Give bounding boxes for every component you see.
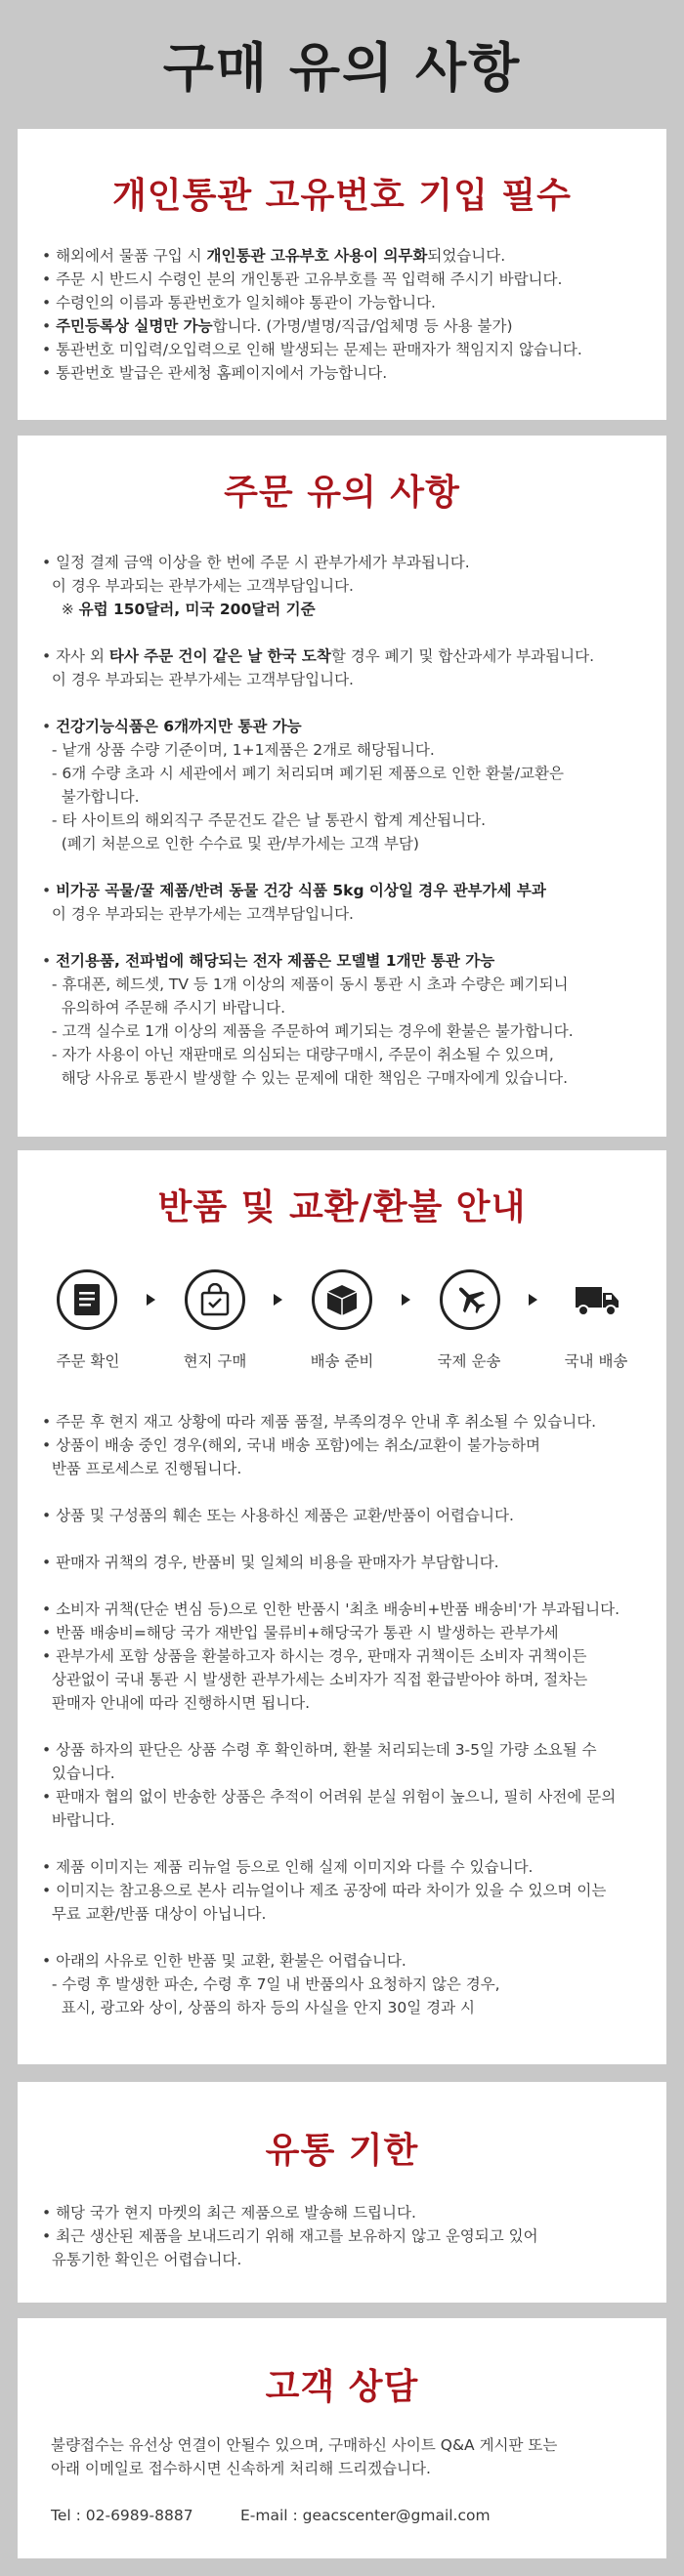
customs-section xyxy=(18,129,666,420)
list-line xyxy=(42,598,647,621)
step-label: 국제 운송 xyxy=(437,1352,501,1370)
line-text: 이 경우 부과되는 관부가세는 고객부담입니다. xyxy=(42,905,354,923)
list-line xyxy=(42,361,647,385)
list-line xyxy=(42,1551,647,1574)
list-line xyxy=(42,1785,647,1808)
step-local-purchase xyxy=(185,1269,245,1330)
list-line xyxy=(42,1973,647,1996)
line-text: - 자가 사용이 아닌 재판매로 의심되는 대량구매시, 주문이 취소될 수 있으며, xyxy=(42,1046,554,1063)
list-line xyxy=(42,1410,647,1433)
list-line xyxy=(42,949,647,973)
list-line xyxy=(51,2457,647,2480)
list-line xyxy=(42,1019,647,1043)
returns-list xyxy=(42,1410,647,2019)
list-line xyxy=(42,1691,647,1715)
list-line xyxy=(42,1433,647,1457)
step-label: 배송 준비 xyxy=(310,1352,374,1370)
line-text: • 판매자 귀책의 경우, 반품비 및 일체의 비용을 판매자가 부담합니다. xyxy=(42,1554,499,1571)
list-line xyxy=(42,996,647,1019)
list-line xyxy=(42,2201,647,2224)
line-text: 유통기한 확인은 어렵습니다. xyxy=(42,2251,242,2268)
process-steps xyxy=(57,1266,627,1334)
line-text: • 상품 및 구성품의 훼손 또는 사용하신 제품은 교환/반품이 어렵습니다. xyxy=(42,1507,514,1524)
list-line xyxy=(42,1855,647,1879)
process-step-labels xyxy=(37,1350,647,1373)
arrow-right-icon xyxy=(147,1294,155,1306)
list-line xyxy=(42,879,647,902)
line-emphasis: 비가공 곡물/꿀 제품/반려 동물 건강 식품 5kg 이상일 경우 관부가세 부과 xyxy=(56,882,546,899)
list-line xyxy=(42,1457,647,1480)
line-text: • 통관번호 발급은 관세청 홈페이지에서 가능합니다. xyxy=(42,364,388,382)
step-order-confirm xyxy=(57,1269,117,1330)
list-line xyxy=(42,1832,647,1855)
line-text: • 일정 결제 금액 이상을 한 번에 주문 시 관부가세가 부과됩니다. xyxy=(42,554,470,571)
list-line xyxy=(51,2433,647,2457)
list-line xyxy=(42,1762,647,1785)
line-text: • 상품 하자의 판단은 상품 수령 후 확인하며, 환불 처리되는데 3-5일 가량 소요될 수 xyxy=(42,1741,597,1759)
line-text: • 제품 이미지는 제품 리뉴얼 등으로 인해 실제 이미지와 다를 수 있습니다. xyxy=(42,1858,534,1876)
list-line xyxy=(42,1996,647,2019)
support-email[interactable]: E-mail : geacscenter@gmail.com xyxy=(240,2507,491,2524)
list-line xyxy=(42,1504,647,1527)
line-text: • xyxy=(42,317,57,335)
line-text: • 관부가세 포함 상품을 환불하고자 하시는 경우, 판매자 귀책이든 소비자 귀책이든 xyxy=(42,1647,587,1665)
list-line xyxy=(42,1949,647,1973)
step-label: 국내 배송 xyxy=(564,1352,628,1370)
line-emphasis: 주민등록상 실명만 가능 xyxy=(56,317,213,335)
line-text: 해당 사유로 통관시 발생할 수 있는 문제에 대한 책임은 구매자에게 있습니다. xyxy=(42,1069,569,1087)
list-line xyxy=(42,2248,647,2271)
list-line xyxy=(42,762,647,785)
list-line xyxy=(42,244,647,268)
line-text: • 최근 생산된 제품을 보내드리기 위해 재고를 보유하지 않고 운영되고 있어 xyxy=(42,2227,538,2245)
page-title: 구매 유의 사항 xyxy=(162,36,522,99)
list-line xyxy=(42,1715,647,1738)
line-text: - 고객 실수로 1개 이상의 제품을 주문하여 폐기되는 경우에 환불은 불가합니다. xyxy=(42,1022,574,1040)
list-line xyxy=(42,621,647,644)
line-text: 상관없이 국내 통관 시 발생한 관부가세는 소비자가 직접 환급받아야 하며, 절차는 xyxy=(42,1671,588,1688)
list-line xyxy=(42,855,647,879)
list-line xyxy=(42,551,647,574)
list-line xyxy=(42,1043,647,1066)
line-text: • 소비자 귀책(단순 변심 등)으로 인한 반품시 '최초 배송비+반품 배송비'가 부과됩니다. xyxy=(42,1600,620,1618)
returns-section xyxy=(18,1150,666,2064)
line-text: 불량접수는 유선상 연결이 안될수 있으며, 구매하신 사이트 Q&A 게시판 또는 xyxy=(51,2436,558,2454)
list-line xyxy=(42,1574,647,1598)
list-line xyxy=(42,691,647,715)
arrow-right-icon xyxy=(402,1294,410,1306)
order-list xyxy=(42,551,647,1090)
line-text: 무료 교환/반품 대상이 아닙니다. xyxy=(42,1905,267,1923)
line-text: - 휴대폰, 헤드셋, TV 등 1개 이상의 제품이 동시 통관 시 초과 수량은 폐기되니 xyxy=(42,976,569,993)
truck-icon xyxy=(575,1283,620,1316)
line-text: 이 경우 부과되는 관부가세는 고객부담입니다. xyxy=(42,577,354,595)
line-text: 되었습니다. xyxy=(427,247,506,265)
list-line xyxy=(42,1480,647,1504)
line-text: 이 경우 부과되는 관부가세는 고객부담입니다. xyxy=(42,671,354,688)
line-text: • 아래의 사유로 인한 반품 및 교환, 환불은 어렵습니다. xyxy=(42,1952,406,1970)
list-line xyxy=(42,644,647,668)
list-line xyxy=(42,1621,647,1644)
support-tel[interactable]: Tel : 02-6989-8887 xyxy=(51,2507,193,2524)
line-text: 표시, 광고와 상이, 상품의 하자 등의 사실을 안지 30일 경과 시 xyxy=(42,1999,475,2016)
box-icon xyxy=(325,1283,359,1316)
arrow-right-icon xyxy=(274,1294,282,1306)
list-line xyxy=(42,268,647,291)
line-text: 유의하여 주문해 주시기 바랍니다. xyxy=(42,999,286,1017)
airplane-icon xyxy=(452,1282,488,1317)
list-line xyxy=(42,1738,647,1762)
line-text: • xyxy=(42,952,57,970)
line-text: 반품 프로세스로 진행됩니다. xyxy=(42,1460,242,1477)
line-emphasis: 건강기능식품은 6개까지만 통관 가능 xyxy=(56,718,302,735)
list-line xyxy=(42,715,647,738)
line-text: - 타 사이트의 해외직구 주문건도 같은 날 통관시 합계 계산됩니다. xyxy=(42,811,487,829)
line-text: 합니다. (가명/별명/직급/업체명 등 사용 불가) xyxy=(212,317,513,335)
step-international-transport xyxy=(440,1269,500,1330)
expiry-heading: 유통 기한 xyxy=(265,2131,419,2171)
list-line xyxy=(42,785,647,809)
list-line xyxy=(42,926,647,949)
customs-list xyxy=(42,244,647,385)
line-emphasis: 개인통관 고유부호 사용이 의무화 xyxy=(206,247,428,265)
line-text: 바랍니다. xyxy=(42,1811,115,1829)
line-text: - 수령 후 발생한 파손, 수령 후 7일 내 반품의사 요청하지 않은 경우, xyxy=(42,1975,500,1993)
line-text: • xyxy=(42,718,57,735)
list-line xyxy=(42,1066,647,1090)
step-domestic-delivery xyxy=(567,1269,627,1330)
line-text: • 판매자 협의 없이 반송한 상품은 추적이 어려워 분실 위험이 높으니, 필히 사전에 문의 xyxy=(42,1788,617,1806)
step-label: 주문 확인 xyxy=(56,1352,120,1370)
line-text: • xyxy=(42,882,57,899)
list-line xyxy=(42,314,647,338)
list-line xyxy=(42,832,647,855)
list-line xyxy=(42,1668,647,1691)
line-text: 불가합니다. xyxy=(42,788,140,806)
line-text: (폐기 처분으로 인한 수수료 및 관/부가세는 고객 부담) xyxy=(42,835,419,852)
list-line xyxy=(42,291,647,314)
list-line xyxy=(42,2224,647,2248)
list-line xyxy=(42,1598,647,1621)
list-line xyxy=(42,574,647,598)
line-text: • 상품이 배송 중인 경우(해외, 국내 배송 포함)에는 취소/교환이 불가능하며 xyxy=(42,1436,540,1454)
support-list xyxy=(51,2433,647,2480)
list-line xyxy=(42,809,647,832)
order-section xyxy=(18,436,666,1137)
list-line xyxy=(42,1527,647,1551)
line-text: • 주문 시 반드시 수령인 분의 개인통관 고유부호를 꼭 입력해 주시기 바랍니다. xyxy=(42,270,563,288)
line-text: • 통관번호 미입력/오입력으로 인해 발생되는 문제는 판매자가 책임지지 않습니다. xyxy=(42,341,582,358)
expiry-section xyxy=(18,2082,666,2303)
order-heading: 주문 유의 사항 xyxy=(224,473,460,513)
line-emphasis: 유럽 150달러, 미국 200달러 기준 xyxy=(78,601,316,618)
line-text: 아래 이메일로 접수하시면 신속하게 처리해 드리겠습니다. xyxy=(51,2460,431,2477)
arrow-right-icon xyxy=(529,1294,537,1306)
line-text: - 낱개 상품 수량 기준이며, 1+1제품은 2개로 해당됩니다. xyxy=(42,741,435,759)
line-emphasis: 타사 주문 건이 같은 날 한국 도착 xyxy=(108,647,331,665)
list-line xyxy=(42,668,647,691)
step-label: 현지 구매 xyxy=(183,1352,247,1370)
line-text: - 6개 수량 초과 시 세관에서 폐기 처리되며 폐기된 제품으로 인한 환불/교환은 xyxy=(42,765,564,782)
line-emphasis: 전기용품, 전파법에 해당되는 전자 제품은 모델별 1개만 통관 가능 xyxy=(56,952,495,970)
returns-heading: 반품 및 교환/환불 안내 xyxy=(157,1187,527,1227)
step-shipping-prep xyxy=(312,1269,372,1330)
list-line xyxy=(42,338,647,361)
line-text: • 주문 후 현지 재고 상황에 따라 제품 품절, 부족의경우 안내 후 취소될 수 있습니다. xyxy=(42,1413,597,1431)
list-line xyxy=(42,1902,647,1926)
list-line xyxy=(42,902,647,926)
line-text: 있습니다. xyxy=(42,1765,115,1782)
line-text: • 해당 국가 현지 마켓의 최근 제품으로 발송해 드립니다. xyxy=(42,2204,416,2222)
list-line xyxy=(42,1879,647,1902)
line-text: • 해외에서 물품 구입 시 xyxy=(42,247,207,265)
list-line xyxy=(42,1808,647,1832)
line-text: • 반품 배송비=해당 국가 재반입 물류비+해당국가 통관 시 발생하는 관부가세 xyxy=(42,1624,559,1641)
list-line xyxy=(42,738,647,762)
line-text: 할 경우 폐기 및 합산과세가 부과됩니다. xyxy=(330,647,595,665)
line-text: • 수령인의 이름과 통관번호가 일치해야 통관이 가능합니다. xyxy=(42,294,436,312)
list-line xyxy=(42,1644,647,1668)
list-line xyxy=(42,973,647,996)
line-text: • 자사 외 xyxy=(42,647,109,665)
support-section xyxy=(18,2318,666,2558)
line-text: 판매자 안내에 따라 진행하시면 됩니다. xyxy=(42,1694,311,1712)
line-text: ※ xyxy=(42,601,79,618)
shopping-bag-icon xyxy=(199,1283,231,1316)
line-text: • 이미지는 참고용으로 본사 리뉴얼이나 제조 공장에 따라 차이가 있을 수 있으며 이는 xyxy=(42,1882,607,1899)
list-line xyxy=(42,1926,647,1949)
customs-heading: 개인통관 고유번호 기입 필수 xyxy=(112,176,572,216)
support-heading: 고객 상담 xyxy=(265,2367,419,2407)
document-icon xyxy=(72,1283,102,1316)
expiry-list xyxy=(42,2201,647,2271)
